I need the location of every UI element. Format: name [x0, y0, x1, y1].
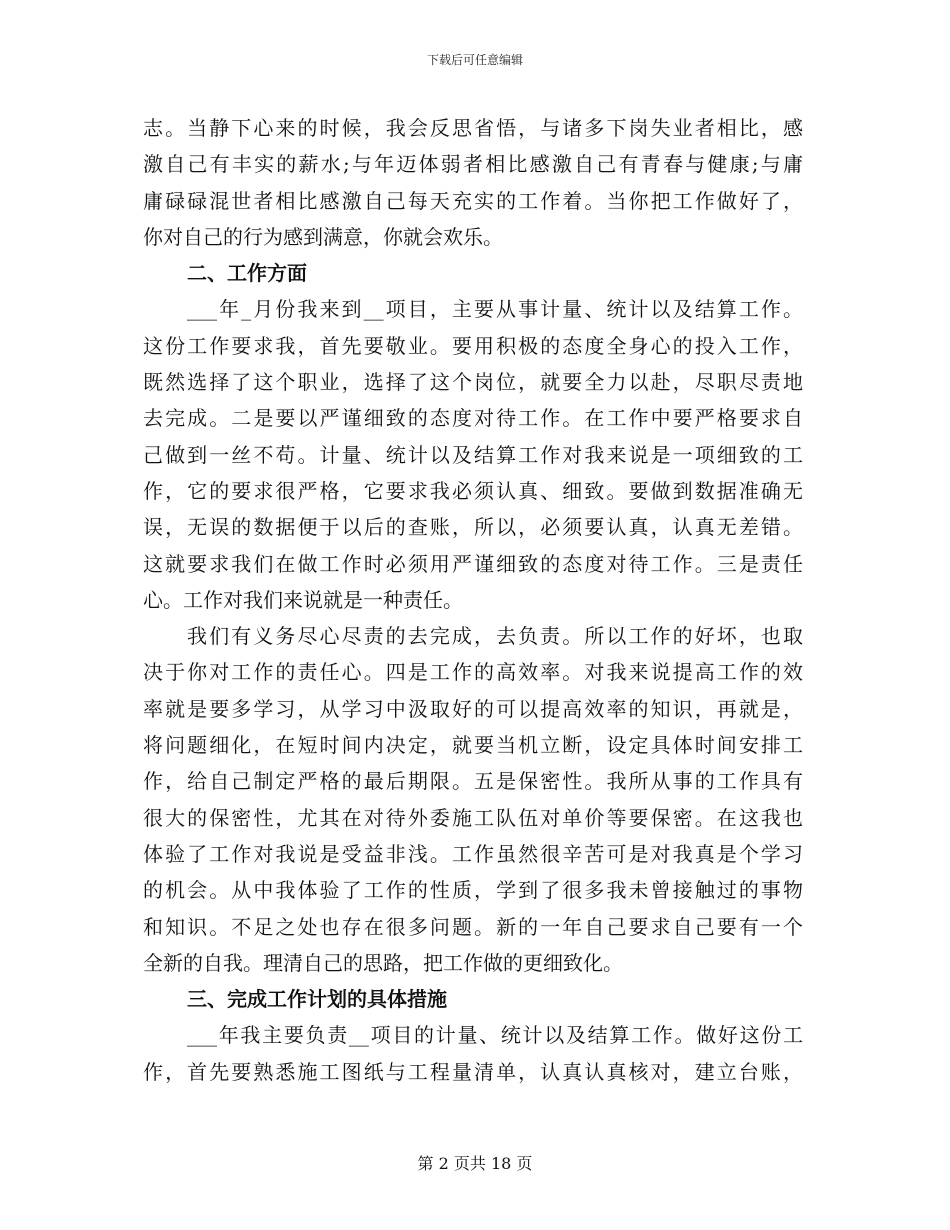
- text-line: 的机会。从中我体验了工作的性质，学到了很多我未曾接触过的事物: [143, 878, 803, 903]
- page-number: 第 2 页共 18 页: [417, 1154, 533, 1173]
- text-line: 率就是要多学习，从学习中汲取好的可以提高效率的知识，再就是，: [143, 696, 803, 721]
- text-line: ___年我主要负责__项目的计量、统计以及结算工作。做好这份工: [187, 1023, 803, 1048]
- text-line: 既然选择了这个职业，选择了这个岗位，就要全力以赴，尽职尽责地: [143, 370, 803, 395]
- text-line: 体验了工作对我说是受益非浅。工作虽然很辛苦可是对我真是个学习: [143, 841, 803, 866]
- page-header: 下载后可任意编辑: [426, 53, 523, 67]
- text-line: 决于你对工作的责任心。四是工作的高效率。对我来说提高工作的效: [143, 660, 803, 685]
- text-line: 志。当静下心来的时候，我会反思省悟，与诸多下岗失业者相比，感: [143, 116, 803, 140]
- section-heading: 二、工作方面: [187, 261, 307, 286]
- text-line: 庸碌碌混世者相比感激自己每天充实的工作着。当你把工作做好了，: [143, 188, 803, 213]
- text-line: 误，无误的数据便于以后的查账，所以，必须要认真，认真无差错。: [143, 515, 803, 540]
- text-line: 作，给自己制定严格的最后期限。五是保密性。我所从事的工作具有: [143, 769, 803, 794]
- text-line: 将问题细化，在短时间内决定，就要当机立断，设定具体时间安排工: [143, 733, 803, 758]
- text-line: 全新的自我。理清自己的思路，把工作做的更细致化。: [143, 950, 623, 975]
- text-line: 作，首先要熟悉施工图纸与工程量清单，认真认真核对，建立台账，: [143, 1059, 803, 1084]
- document-body: [143, 110, 803, 1090]
- text-line: 很大的保密性，尤其在对待外委施工队伍对单价等要保密。在这我也: [143, 805, 803, 830]
- text-line: ___年_月份我来到__项目，主要从事计量、统计以及结算工作。: [187, 297, 803, 322]
- text-line: 这份工作要求我，首先要敬业。要用积极的态度全身心的投入工作，: [143, 333, 803, 358]
- text-line: 激自己有丰实的薪水;与年迈体弱者相比感激自己有青春与健康;与庸: [143, 152, 803, 177]
- text-line: 心。工作对我们来说就是一种责任。: [143, 587, 463, 612]
- text-line: 作，它的要求很严格，它要求我必须认真、细致。要做到数据准确无: [143, 478, 803, 503]
- text-line: 和知识。不足之处也存在很多问题。新的一年自己要求自己要有一个: [143, 914, 803, 939]
- text-line: 你对自己的行为感到满意，你就会欢乐。: [143, 224, 503, 249]
- section-heading: 三、完成工作计划的具体措施: [187, 987, 447, 1012]
- text-line: 我们有义务尽心尽责的去完成，去负责。所以工作的好坏，也取: [187, 624, 803, 649]
- text-line: 去完成。二是要以严谨细致的态度对待工作。在工作中要严格要求自: [143, 406, 803, 431]
- text-line: 这就要求我们在做工作时必须用严谨细致的态度对待工作。三是责任: [143, 551, 803, 576]
- text-line: 己做到一丝不苟。计量、统计以及结算工作对我来说是一项细致的工: [143, 442, 803, 467]
